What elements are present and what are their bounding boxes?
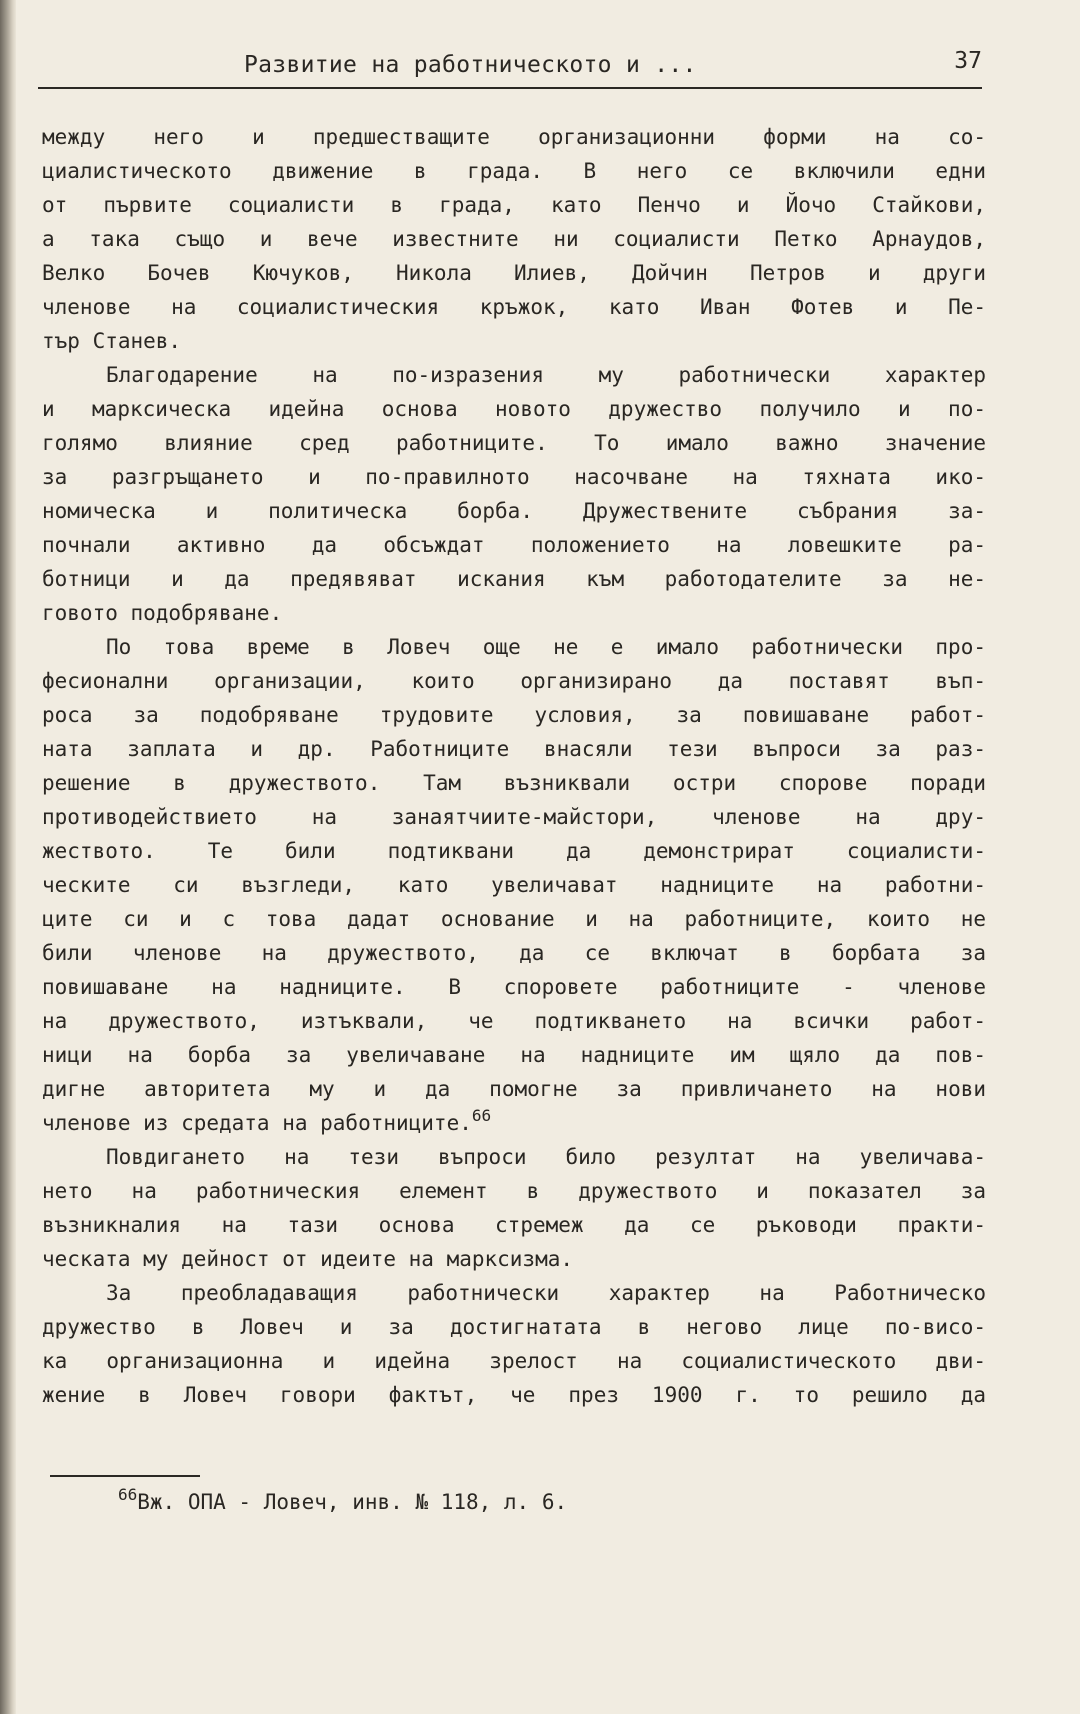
text-line: били членове на дружеството, да се включат в борбата за <box>42 941 986 965</box>
running-title: Развитие на работническото и ... <box>244 52 697 78</box>
book-binding-edge <box>0 0 16 1714</box>
page-header <box>38 40 982 84</box>
text-line: ници на борба за увеличаване на надниците им щяло да пов- <box>42 1043 986 1067</box>
text-line: роса за подобряване трудовите условия, за повишаване работ- <box>42 703 986 727</box>
text-line: Велко Бочев Кючуков, Никола Илиев, Дойчин Петров и други <box>42 261 986 285</box>
footnote <box>118 1485 568 1514</box>
footnote-reference: 66 <box>471 1106 492 1125</box>
text-line: голямо влияние сред работниците. То имало важно значение <box>42 431 986 455</box>
header-rule <box>38 87 982 89</box>
paragraph-first-line: По това време в Ловеч още не е имало работнически про- <box>106 635 986 659</box>
text-line: противодействието на занаятчиите-майстори, членове на дру- <box>42 805 986 829</box>
paragraph-first-line: Повдигането на тези въпроси било резултат на увеличава- <box>106 1145 986 1169</box>
text-line: фесионални организации, които организирано да поставят въп- <box>42 669 986 693</box>
text-line: номическа и политическа борба. Дружествените събрания за- <box>42 499 986 523</box>
text-line: ботници и да предявяват искания към работодателите за не- <box>42 567 986 591</box>
text-line: между него и предшестващите организационни форми на со- <box>42 125 986 149</box>
text-line: членове на социалистическия кръжок, като Иван Фотев и Пе- <box>42 295 986 319</box>
text-line: ка организационна и идейна зрелост на социалистическото дви- <box>42 1349 986 1373</box>
paragraph-first-line: За преобладаващия работнически характер на Работническо <box>106 1281 986 1305</box>
text-line: ческите си възгледи, като увеличават надниците на работни- <box>42 873 986 897</box>
text-line: говото подобряване. <box>42 601 283 625</box>
text-line: дружество в Ловеч и за достигнатата в негово лице по-висо- <box>42 1315 986 1339</box>
footnote-rule <box>50 1475 200 1477</box>
text-line: ната заплата и др. Работниците внасяли тези въпроси за раз- <box>42 737 986 761</box>
text-line: ческата му дейност от идеите на марксизма. <box>42 1247 574 1271</box>
text-line: циалистическото движение в града. В него се включили едни <box>42 159 986 183</box>
text-line: за разгръщането и по-правилното насочване на тяхната ико- <box>42 465 986 489</box>
page-number: 37 <box>954 48 982 74</box>
text-line-with-footnote <box>42 1106 986 1140</box>
text-line: дигне авторитета му и да помогне за привличането на нови <box>42 1077 986 1101</box>
text-line: нето на работническия елемент в дружеството и показател за <box>42 1179 986 1203</box>
text-line: решение в дружеството. Там възниквали остри спорове поради <box>42 771 986 795</box>
text-line: почнали активно да обсъждат положението на ловешките ра- <box>42 533 986 557</box>
text-line: тър Станев. <box>42 329 182 353</box>
text-line: жение в Ловеч говори фактът, че през 1900 г. то решило да <box>42 1383 986 1407</box>
text-line: членове из средата на работниците. <box>42 1111 472 1135</box>
text-line: а така също и вече известните ни социалисти Петко Арнаудов, <box>42 227 986 251</box>
footnote-text: Вж. ОПА - Ловеч, инв. № 118, л. 6. <box>137 1490 568 1514</box>
text-line: на дружеството, изтъквали, че подтикването на всички работ- <box>42 1009 986 1033</box>
footnote-number: 66 <box>118 1485 138 1504</box>
body-text <box>42 120 986 1412</box>
text-line: от първите социалисти в града, като Пенчо и Йочо Стайкови, <box>42 193 986 217</box>
text-line: и марксическа идейна основа новото дружество получило и по- <box>42 397 986 421</box>
text-line: ците си и с това дадат основание и на работниците, които не <box>42 907 986 931</box>
text-line: възникналия на тази основа стремеж да се ръководи практи- <box>42 1213 986 1237</box>
paragraph-first-line: Благодарение на по-изразения му работнически характер <box>106 363 986 387</box>
text-line: повишаване на надниците. В споровете работниците - членове <box>42 975 986 999</box>
text-line: жеството. Те били подтиквани да демонстрират социалисти- <box>42 839 986 863</box>
